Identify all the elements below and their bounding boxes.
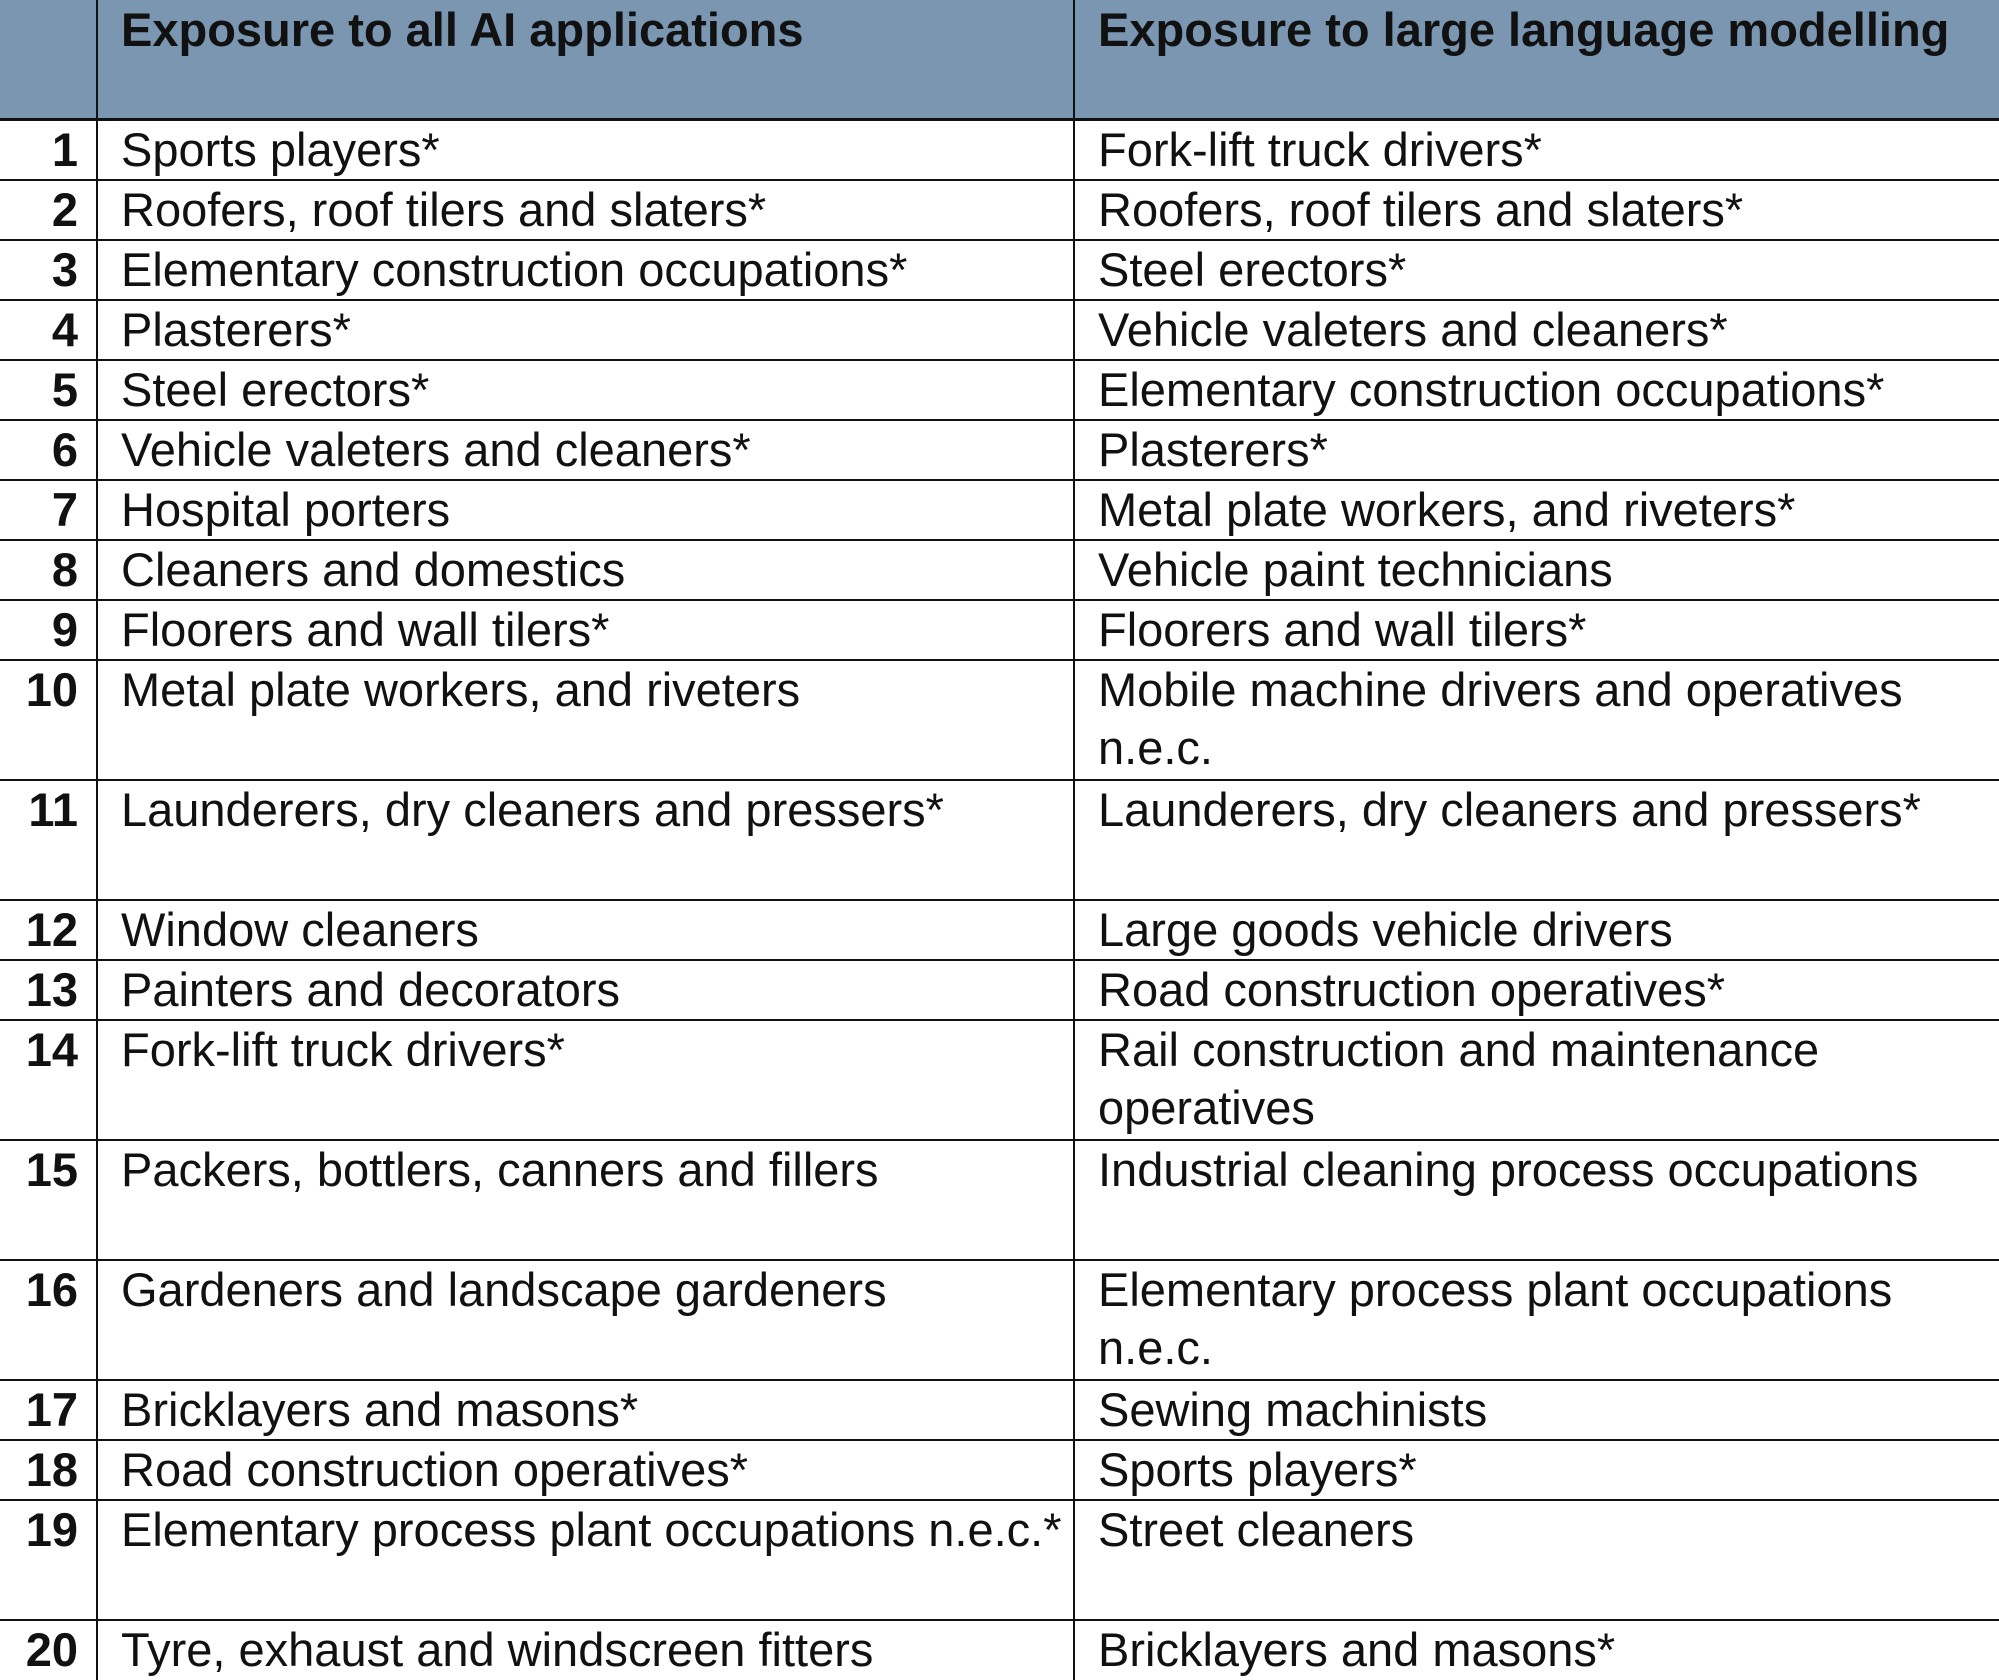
- llm-occupation-cell: Elementary process plant occupations n.e.c.: [1074, 1260, 1999, 1380]
- llm-occupation-cell: Steel erectors*: [1074, 240, 1999, 300]
- rank-cell: 3: [0, 240, 97, 300]
- all-ai-occupation-cell: Bricklayers and masons*: [97, 1380, 1074, 1440]
- all-ai-occupation-cell: Sports players*: [97, 119, 1074, 180]
- llm-occupation-cell: Large goods vehicle drivers: [1074, 900, 1999, 960]
- table-row: [0, 1380, 1999, 1440]
- all-ai-occupation-cell: Hospital porters: [97, 480, 1074, 540]
- all-ai-occupation-cell: Metal plate workers, and riveters: [97, 660, 1074, 780]
- table-row: [0, 420, 1999, 480]
- rank-cell: 20: [0, 1620, 97, 1680]
- rank-cell: 5: [0, 360, 97, 420]
- llm-occupation-cell: Sewing machinists: [1074, 1380, 1999, 1440]
- rank-cell: 8: [0, 540, 97, 600]
- table-row: [0, 1500, 1999, 1620]
- table-row: [0, 1140, 1999, 1260]
- table-row: [0, 180, 1999, 240]
- llm-occupation-cell: Sports players*: [1074, 1440, 1999, 1500]
- table-row: [0, 780, 1999, 900]
- rank-cell: 1: [0, 119, 97, 180]
- rank-cell: 19: [0, 1500, 97, 1620]
- rank-cell: 9: [0, 600, 97, 660]
- rank-cell: 4: [0, 300, 97, 360]
- llm-occupation-cell: Floorers and wall tilers*: [1074, 600, 1999, 660]
- table-body: [0, 119, 1999, 1680]
- llm-occupation-cell: Road construction operatives*: [1074, 960, 1999, 1020]
- table-row: [0, 960, 1999, 1020]
- llm-occupation-cell: Industrial cleaning process occupations: [1074, 1140, 1999, 1260]
- llm-occupation-cell: Rail construction and maintenance operatives: [1074, 1020, 1999, 1140]
- all-ai-occupation-cell: Elementary construction occupations*: [97, 240, 1074, 300]
- llm-occupation-cell: Street cleaners: [1074, 1500, 1999, 1620]
- table-row: [0, 119, 1999, 180]
- all-ai-occupation-cell: Gardeners and landscape gardeners: [97, 1260, 1074, 1380]
- all-ai-occupation-cell: Roofers, roof tilers and slaters*: [97, 180, 1074, 240]
- rank-cell: 6: [0, 420, 97, 480]
- llm-occupation-cell: Roofers, roof tilers and slaters*: [1074, 180, 1999, 240]
- table-row: [0, 480, 1999, 540]
- llm-occupation-cell: Elementary construction occupations*: [1074, 360, 1999, 420]
- llm-occupation-cell: Launderers, dry cleaners and pressers*: [1074, 780, 1999, 900]
- llm-occupation-cell: Mobile machine drivers and operatives n.e.c.: [1074, 660, 1999, 780]
- header-rank: [0, 0, 97, 119]
- table-header: [0, 0, 1999, 119]
- all-ai-occupation-cell: Plasterers*: [97, 300, 1074, 360]
- table-row: [0, 1020, 1999, 1140]
- table-row: [0, 1440, 1999, 1500]
- rank-cell: 10: [0, 660, 97, 780]
- all-ai-occupation-cell: Steel erectors*: [97, 360, 1074, 420]
- table-row: [0, 540, 1999, 600]
- header-all-ai-applications: Exposure to all AI applications: [97, 0, 1074, 119]
- rank-cell: 12: [0, 900, 97, 960]
- table-row: [0, 300, 1999, 360]
- rank-cell: 15: [0, 1140, 97, 1260]
- all-ai-occupation-cell: Painters and decorators: [97, 960, 1074, 1020]
- rank-cell: 2: [0, 180, 97, 240]
- all-ai-occupation-cell: Fork-lift truck drivers*: [97, 1020, 1074, 1140]
- all-ai-occupation-cell: Vehicle valeters and cleaners*: [97, 420, 1074, 480]
- header-row: [0, 0, 1999, 119]
- all-ai-occupation-cell: Cleaners and domestics: [97, 540, 1074, 600]
- all-ai-occupation-cell: Packers, bottlers, canners and fillers: [97, 1140, 1074, 1260]
- rank-cell: 13: [0, 960, 97, 1020]
- all-ai-occupation-cell: Elementary process plant occupations n.e.c.*: [97, 1500, 1074, 1620]
- rank-cell: 16: [0, 1260, 97, 1380]
- all-ai-occupation-cell: Floorers and wall tilers*: [97, 600, 1074, 660]
- header-large-language-modelling: Exposure to large language modelling: [1074, 0, 1999, 119]
- rank-cell: 11: [0, 780, 97, 900]
- llm-occupation-cell: Vehicle valeters and cleaners*: [1074, 300, 1999, 360]
- rank-cell: 14: [0, 1020, 97, 1140]
- table-row: [0, 240, 1999, 300]
- table-row: [0, 660, 1999, 780]
- rank-cell: 17: [0, 1380, 97, 1440]
- llm-occupation-cell: Bricklayers and masons*: [1074, 1620, 1999, 1680]
- all-ai-occupation-cell: Window cleaners: [97, 900, 1074, 960]
- all-ai-occupation-cell: Road construction operatives*: [97, 1440, 1074, 1500]
- llm-occupation-cell: Metal plate workers, and riveters*: [1074, 480, 1999, 540]
- table-row: [0, 360, 1999, 420]
- table-row: [0, 600, 1999, 660]
- rank-cell: 7: [0, 480, 97, 540]
- all-ai-occupation-cell: Launderers, dry cleaners and pressers*: [97, 780, 1074, 900]
- llm-occupation-cell: Vehicle paint technicians: [1074, 540, 1999, 600]
- table-row: [0, 1260, 1999, 1380]
- table-row: [0, 900, 1999, 960]
- rank-cell: 18: [0, 1440, 97, 1500]
- all-ai-occupation-cell: Tyre, exhaust and windscreen fitters: [97, 1620, 1074, 1680]
- llm-occupation-cell: Fork-lift truck drivers*: [1074, 119, 1999, 180]
- table-row: [0, 1620, 1999, 1680]
- llm-occupation-cell: Plasterers*: [1074, 420, 1999, 480]
